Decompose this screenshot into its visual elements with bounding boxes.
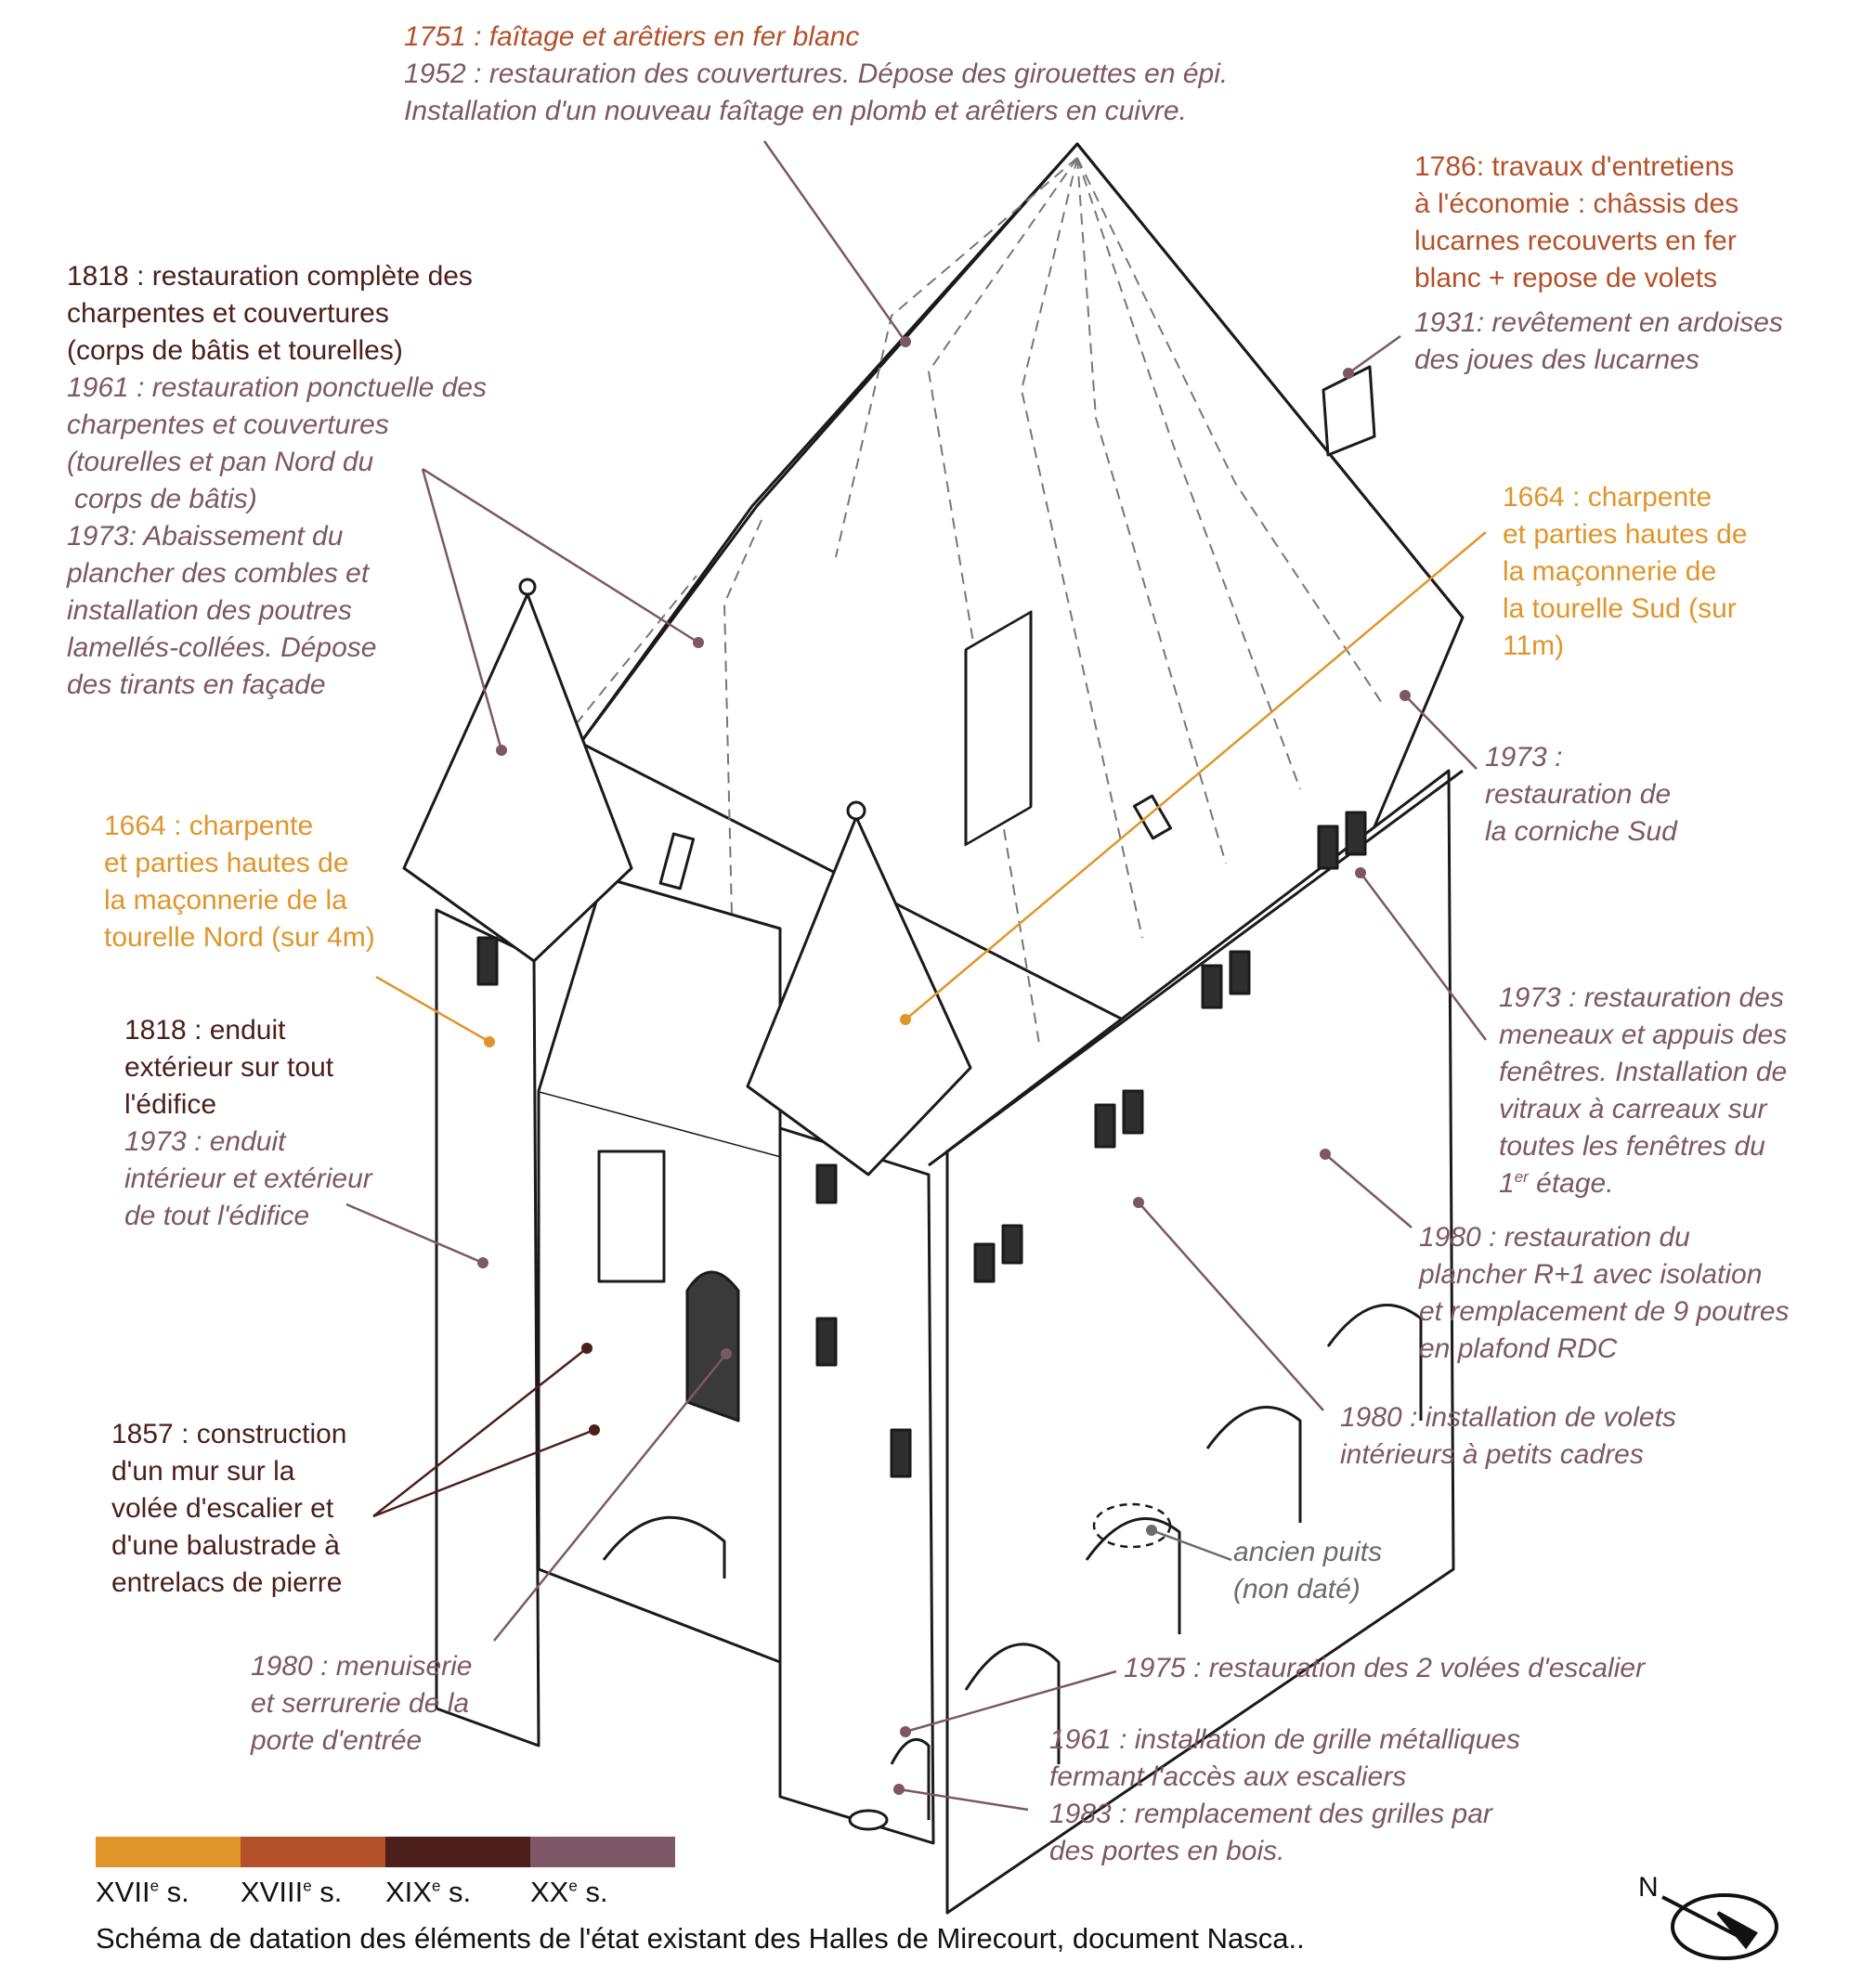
annotation-shutters — [1340, 1399, 1676, 1474]
legend-swatch-19 — [385, 1837, 530, 1867]
annotation-line: corps de bâtis) — [74, 484, 257, 514]
annotation-line: (corps de bâtis et tourelles) — [67, 335, 403, 366]
legend-swatch-20 — [530, 1837, 675, 1867]
window-left-1 — [599, 1151, 664, 1281]
annotation-line: 1664 : charpente — [104, 811, 314, 841]
annotation-line: (tourelles et pan Nord du — [67, 447, 374, 477]
annotation-line: 1980 : installation de volets — [1340, 1402, 1676, 1433]
annotation-line: restauration de — [1485, 779, 1672, 810]
annotation-line: 1980 : menuiserie — [251, 1651, 473, 1682]
annotation-tower-north — [104, 808, 375, 956]
annotation-line: 1973: Abaissement du — [67, 521, 344, 552]
compass-icon — [1662, 1895, 1777, 1958]
north-tower-body — [436, 910, 539, 1746]
north-tower-finial — [520, 579, 535, 594]
annotation-line: Installation d'un nouveau faîtage en plomb et arêtiers en cuivre. — [404, 96, 1187, 126]
annotation-line: 1975 : restauration des 2 volées d'escalier — [1124, 1653, 1646, 1683]
annotation-dormers — [1414, 149, 1783, 379]
annotation-line: des joues des lucarnes — [1414, 344, 1699, 375]
annotation-line: et parties hautes de — [104, 848, 349, 878]
annotation-line: vitraux à carreaux sur — [1499, 1094, 1767, 1124]
annotation-line: installation des poutres — [67, 595, 352, 626]
annotation-line: porte d'entrée — [251, 1725, 423, 1756]
annotation-fragment: étage. — [1528, 1168, 1614, 1199]
annotation-line: ancien puits — [1233, 1537, 1383, 1567]
annotation-line: entrelacs de pierre — [111, 1567, 343, 1598]
annotation-line: intérieur et extérieur — [124, 1163, 372, 1194]
leader-roof-ridge — [764, 141, 905, 342]
annotation-line: 1961 : installation de grille métalliques — [1049, 1724, 1520, 1755]
annotation-line: 1786: travaux d'entretiens — [1414, 151, 1735, 182]
annotation-line: tourelle Nord (sur 4m) — [104, 922, 375, 953]
annotation-line: 1952 : restauration des couvertures. Dépose des girouettes en épi. — [404, 58, 1229, 89]
dormer-chimney — [1323, 367, 1374, 455]
annotation-line: meneaux et appuis des — [1499, 1020, 1788, 1050]
annotation-line: lamellés-collées. Dépose — [67, 632, 377, 663]
annotation-well — [1233, 1534, 1382, 1608]
legend-label-19: XIXe s. — [385, 1876, 472, 1908]
annotation-line: 1751 : faîtage et arêtiers en fer blanc — [404, 21, 860, 52]
annotation-line: d'un mur sur la — [111, 1456, 295, 1487]
annotation-stairs — [1124, 1650, 1645, 1687]
annotation-line: fenêtres. Installation de — [1499, 1057, 1788, 1087]
annotation-line: plancher des combles et — [67, 558, 370, 589]
annotation-door — [251, 1648, 472, 1760]
north-label: N — [1638, 1872, 1659, 1903]
annotation-fragment: 1 — [1499, 1168, 1515, 1199]
south-tower-finial — [848, 802, 865, 819]
annotation-line: 1857 : construction — [111, 1419, 347, 1449]
annotation-superscript: er — [1514, 1168, 1529, 1186]
annotation-line: et remplacement de 9 poutres — [1419, 1296, 1790, 1327]
annotation-line: de tout l'édifice — [124, 1201, 310, 1231]
legend-label-17: XVIIe s. — [96, 1876, 189, 1908]
south-tower-body — [780, 1128, 933, 1843]
annotation-windows — [1499, 980, 1787, 1202]
annotation-line: la maçonnerie de la — [104, 885, 347, 916]
annotation-line: en plafond RDC — [1419, 1333, 1618, 1364]
annotation-wall-1857 — [111, 1416, 347, 1602]
annotation-line: 1973 : — [1485, 742, 1563, 773]
building-outline — [404, 144, 1463, 1913]
legend-swatch-18 — [241, 1837, 385, 1867]
legend-label-18: XVIIIe s. — [241, 1876, 343, 1908]
roof-skylight-1 — [660, 834, 693, 889]
annotation-line: 1931: revêtement en ardoises — [1414, 307, 1783, 338]
annotation-line: extérieur sur tout — [124, 1052, 334, 1083]
annotation-line: (non daté) — [1233, 1574, 1361, 1605]
annotation-grilles — [1049, 1722, 1520, 1870]
annotation-frames — [67, 258, 487, 704]
annotation-line: l'édifice — [124, 1089, 217, 1120]
annotation-line: 11m) — [1503, 630, 1565, 661]
annotation-line: charpentes et couvertures — [67, 298, 389, 329]
annotation-line: lucarnes recouverts en fer — [1414, 226, 1737, 256]
annotation-line: 1961 : restauration ponctuelle des — [67, 372, 487, 403]
door-arch — [687, 1272, 738, 1421]
annotation-line: des tirants en façade — [67, 669, 326, 700]
annotation-line — [1499, 1165, 1787, 1202]
annotation-line: plancher R+1 avec isolation — [1419, 1259, 1763, 1290]
annotation-line: volée d'escalier et — [111, 1493, 334, 1524]
annotation-line: la maçonnerie de — [1503, 556, 1717, 587]
tower-base — [850, 1811, 887, 1829]
annotation-line: et parties hautes de — [1503, 519, 1748, 550]
annotation-line: 1983 : remplacement des grilles par — [1049, 1799, 1492, 1829]
annotation-line: à l'économie : châssis des — [1414, 188, 1739, 219]
annotation-line: intérieurs à petits cadres — [1340, 1439, 1644, 1470]
annotation-line: 1818 : restauration complète des — [67, 261, 473, 292]
annotation-line: la tourelle Sud (sur — [1503, 593, 1737, 624]
annotation-line: d'une balustrade à — [111, 1530, 340, 1561]
legend-swatch-17 — [96, 1837, 241, 1867]
annotation-line: et serrurerie de la — [251, 1688, 470, 1719]
annotation-line: charpentes et couvertures — [67, 409, 389, 440]
window-south-1 — [966, 612, 1031, 844]
annotation-line: 1980 : restauration du — [1419, 1222, 1690, 1253]
annotation-render — [124, 1012, 372, 1235]
annotation-line: la corniche Sud — [1485, 816, 1677, 847]
annotation-cornice — [1485, 739, 1677, 851]
annotation-line: fermant l'accès aux escaliers — [1049, 1761, 1407, 1792]
legend-label-20: XXe s. — [530, 1876, 608, 1908]
leader-dormers — [1348, 336, 1400, 373]
figure-caption: Schéma de datation des éléments de l'état existant des Halles de Mirecourt, document Nasca.. — [96, 1922, 1305, 1955]
annotation-line: toutes les fenêtres du — [1499, 1131, 1765, 1162]
annotation-line: blanc + repose de volets — [1414, 263, 1718, 293]
annotation-floor — [1419, 1219, 1790, 1368]
annotation-tower-south — [1503, 479, 1748, 665]
annotation-line: 1664 : charpente — [1503, 482, 1712, 513]
annotation-line: des portes en bois. — [1049, 1836, 1285, 1866]
annotation-line: 1973 : enduit — [124, 1126, 286, 1157]
annotation-line: 1818 : enduit — [124, 1015, 286, 1046]
annotation-roof-ridge — [404, 19, 1228, 130]
annotation-line: 1973 : restauration des — [1499, 982, 1784, 1013]
